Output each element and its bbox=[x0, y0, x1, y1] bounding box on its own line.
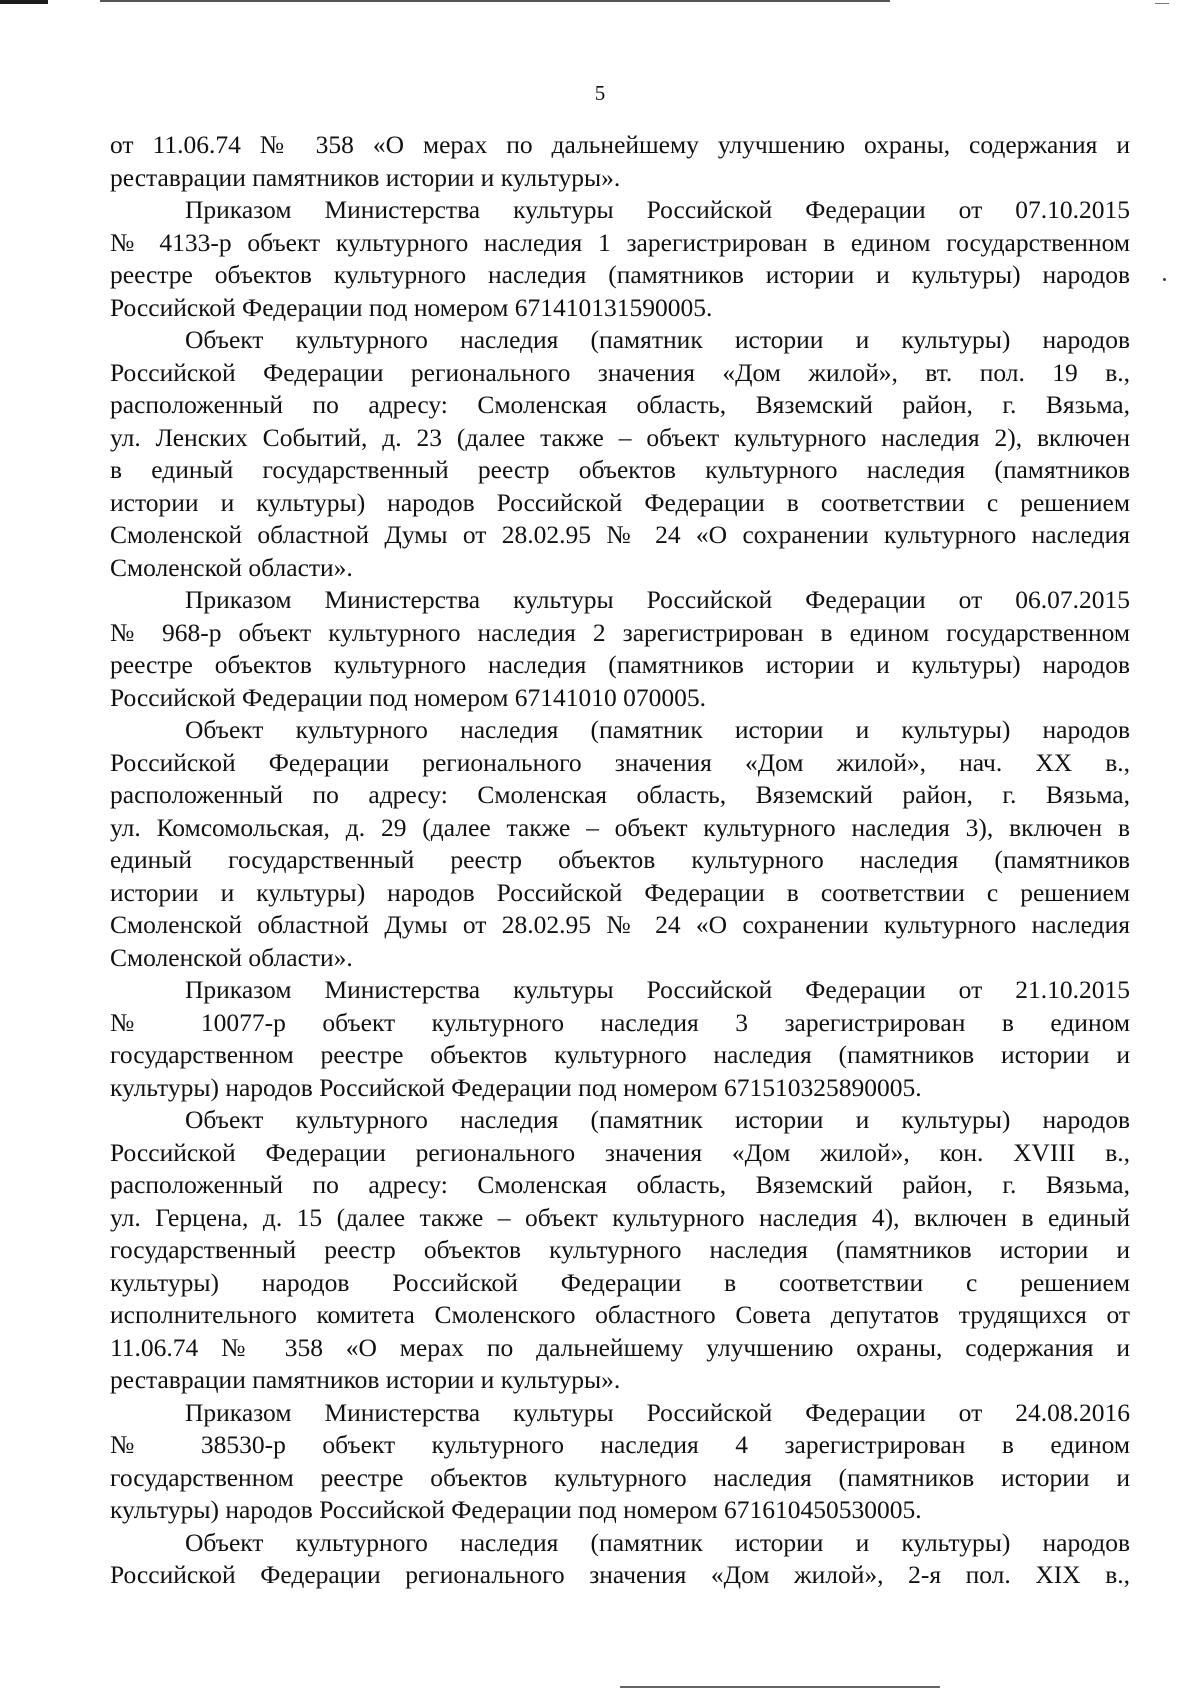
paragraph bbox=[110, 324, 1130, 584]
paragraph bbox=[110, 1104, 1130, 1397]
text-line: истории и культуры) народов Российской Федерации в соответствии с решением bbox=[110, 877, 1130, 907]
text-line: Российской Федерации регионального значения «Дом жилой», вт. пол. 19 в., bbox=[110, 357, 1130, 387]
scan-mark-top-right bbox=[1155, 3, 1169, 4]
paragraph bbox=[110, 1397, 1130, 1527]
text-line: государственном реестре объектов культурного наследия (памятников истории и bbox=[110, 1040, 1130, 1069]
text-line: Смоленской области». bbox=[110, 942, 353, 972]
paragraph bbox=[110, 714, 1130, 974]
text-line: Приказом Министерства культуры Российской Федерации от 21.10.2015 bbox=[185, 975, 1130, 1004]
text-line: № 10077-р объект культурного наследия 3 зарегистрирован в едином bbox=[110, 1007, 1130, 1037]
text-line: ул. Герцена, д. 15 (далее также – объект культурного наследия 4), включен в единый bbox=[110, 1202, 1130, 1232]
scan-border-bottom bbox=[620, 1686, 940, 1688]
scan-border-top bbox=[100, 0, 890, 2]
text-line: реставрации памятников истории и культуры». bbox=[110, 1365, 621, 1394]
text-line: Российской Федерации регионального значения «Дом жилой», кон. XVIII в., bbox=[110, 1137, 1130, 1167]
text-line: реестре объектов культурного наследия (памятников истории и культуры) народов bbox=[110, 260, 1130, 289]
text-line: Приказом Министерства культуры Российской Федерации от 07.10.2015 bbox=[185, 195, 1130, 224]
text-line: Смоленской областной Думы от 28.02.95 № 24 «О сохранении культурного наследия bbox=[110, 520, 1130, 549]
text-line: в единый государственный реестр объектов культурного наследия (памятников bbox=[110, 455, 1130, 484]
text-line: Смоленской областной Думы от 28.02.95 № 24 «О сохранении культурного наследия bbox=[110, 910, 1130, 939]
text-line: культуры) народов Российской Федерации под номером 671610450530005. bbox=[110, 1495, 922, 1524]
text-line: Смоленской области». bbox=[110, 552, 353, 582]
text-line: Приказом Министерства культуры Российской Федерации от 06.07.2015 bbox=[185, 585, 1130, 614]
text-line: Объект культурного наследия (памятник истории и культуры) народов bbox=[185, 325, 1130, 354]
text-line: государственном реестре объектов культурного наследия (памятников истории и bbox=[110, 1462, 1130, 1492]
text-line: культуры) народов Российской Федерации в соответствии с решением bbox=[110, 1267, 1130, 1297]
text-line: Российской Федерации под номером 67141010 070005. bbox=[110, 682, 707, 712]
paragraph bbox=[110, 974, 1130, 1104]
text-line: № 968-р объект культурного наследия 2 зарегистрирован в едином государственном bbox=[110, 617, 1130, 647]
page-number: 5 bbox=[594, 81, 606, 105]
text-line: Российской Федерации регионального значения «Дом жилой», 2-я пол. XIX в., bbox=[110, 1560, 1130, 1589]
text-line: от 11.06.74 № 358 «О мерах по дальнейшему улучшению охраны, содержания и bbox=[110, 130, 1130, 159]
text-line: государственный реестр объектов культурного наследия (памятников истории и bbox=[110, 1235, 1130, 1264]
text-line: единый государственный реестр объектов культурного наследия (памятников bbox=[110, 845, 1130, 874]
text-line: истории и культуры) народов Российской Федерации в соответствии с решением bbox=[110, 487, 1130, 517]
scan-mark-right bbox=[1163, 278, 1166, 281]
text-line: Объект культурного наследия (памятник истории и культуры) народов bbox=[185, 1527, 1130, 1557]
text-line: исполнительного комитета Смоленского областного Совета депутатов трудящихся от bbox=[110, 1300, 1130, 1329]
text-line: Приказом Министерства культуры Российской Федерации от 24.08.2016 bbox=[185, 1397, 1130, 1427]
paragraph bbox=[110, 129, 1130, 194]
text-line: № 4133-р объект культурного наследия 1 зарегистрирован в едином государственном bbox=[110, 227, 1130, 257]
document-body bbox=[110, 129, 1130, 1592]
text-line: реестре объектов культурного наследия (памятников истории и культуры) народов bbox=[110, 650, 1130, 679]
text-line: расположенный по адресу: Смоленская область, Вяземский район, г. Вязьма, bbox=[110, 390, 1130, 419]
text-line: ул. Комсомольская, д. 29 (далее также – объект культурного наследия 3), включен в bbox=[110, 812, 1130, 842]
text-line: расположенный по адресу: Смоленская область, Вяземский район, г. Вязьма, bbox=[110, 1170, 1130, 1199]
text-line: реставрации памятников истории и культуры». bbox=[110, 162, 621, 192]
text-line: Российской Федерации регионального значения «Дом жилой», нач. XX в., bbox=[110, 747, 1130, 777]
paragraph bbox=[110, 584, 1130, 714]
paragraph bbox=[110, 194, 1130, 324]
text-line: Объект культурного наследия (памятник истории и культуры) народов bbox=[185, 1105, 1130, 1134]
paragraph bbox=[110, 1527, 1130, 1592]
scan-border-top-left bbox=[0, 0, 48, 4]
text-line: № 38530-р объект культурного наследия 4 зарегистрирован в едином bbox=[110, 1430, 1130, 1459]
text-line: расположенный по адресу: Смоленская область, Вяземский район, г. Вязьма, bbox=[110, 780, 1130, 809]
text-line: культуры) народов Российской Федерации под номером 671510325890005. bbox=[110, 1072, 922, 1102]
text-line: ул. Ленских Событий, д. 23 (далее также – объект культурного наследия 2), включен bbox=[110, 422, 1130, 452]
text-line: 11.06.74 № 358 «О мерах по дальнейшему улучшению охраны, содержания и bbox=[110, 1332, 1130, 1362]
text-line: Российской Федерации под номером 671410131590005. bbox=[110, 292, 713, 322]
text-line: Объект культурного наследия (памятник истории и культуры) народов bbox=[185, 715, 1130, 744]
